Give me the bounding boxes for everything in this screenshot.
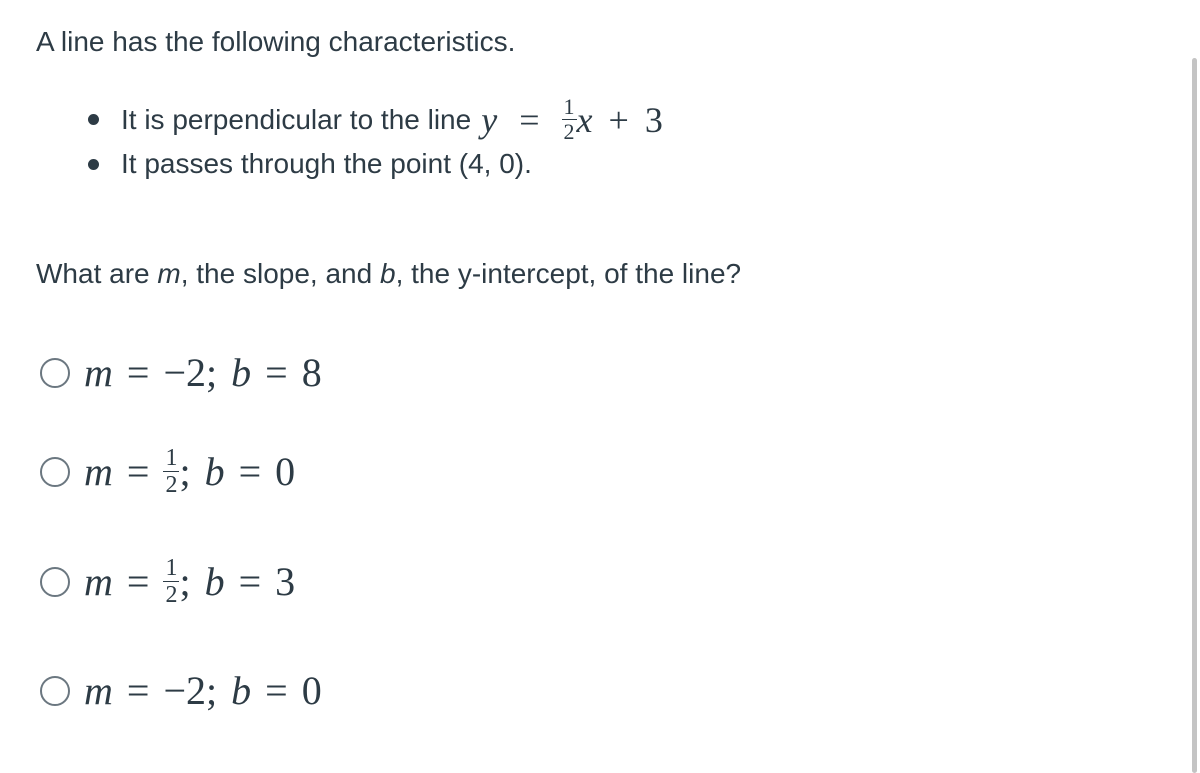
equals-sign: = xyxy=(265,350,288,395)
prompt-text: , the slope, and xyxy=(180,258,380,289)
question-intro: A line has the following characteristics. xyxy=(36,26,516,57)
fraction-denominator: 2 xyxy=(165,582,178,608)
equals-sign: = xyxy=(238,449,262,494)
option-expression xyxy=(84,349,322,396)
plus-sign: + xyxy=(608,99,629,140)
fraction-numerator: 1 xyxy=(165,555,178,581)
intercept-value: 0 xyxy=(275,449,296,494)
m-var: m xyxy=(84,559,113,604)
list-item xyxy=(88,148,532,180)
separator: ; xyxy=(179,559,191,604)
bullet-text: It passes through the point (4, 0). xyxy=(121,148,532,179)
slope-value: −2 xyxy=(163,668,207,713)
equals-sign: = xyxy=(126,668,150,713)
m-var: m xyxy=(84,449,113,494)
fraction-denominator: 2 xyxy=(165,472,178,498)
radio-button[interactable] xyxy=(40,676,70,706)
equals-sign: = xyxy=(519,99,540,140)
slope-fraction xyxy=(163,446,179,497)
fraction-numerator: 1 xyxy=(165,445,178,471)
answer-option-4[interactable] xyxy=(40,667,322,714)
b-var: b xyxy=(231,350,252,395)
m-var: m xyxy=(84,668,113,713)
bullet-text: It is perpendicular to the line xyxy=(121,103,472,135)
answer-option-1[interactable] xyxy=(40,349,322,396)
bullet-icon xyxy=(88,159,99,170)
fraction-denominator: 2 xyxy=(563,119,575,144)
answer-option-2[interactable] xyxy=(40,446,295,497)
scrollbar[interactable] xyxy=(1192,58,1197,773)
b-var: b xyxy=(204,449,225,494)
prompt-m-var: m xyxy=(157,258,181,289)
equals-sign: = xyxy=(126,559,150,604)
prompt-b-var: b xyxy=(379,258,396,289)
m-var: m xyxy=(84,350,113,395)
option-expression xyxy=(84,556,295,607)
b-var: b xyxy=(231,668,252,713)
prompt-text: , the y-intercept, of the line? xyxy=(395,258,742,289)
slope-value: −2 xyxy=(163,350,207,395)
separator: ; xyxy=(179,449,191,494)
separator: ; xyxy=(206,350,218,395)
answer-option-3[interactable] xyxy=(40,556,295,607)
equals-sign: = xyxy=(126,449,150,494)
b-var: b xyxy=(204,559,225,604)
option-expression xyxy=(84,446,295,497)
equals-sign: = xyxy=(265,668,288,713)
radio-button[interactable] xyxy=(40,358,70,388)
list-item xyxy=(88,96,663,143)
radio-button[interactable] xyxy=(40,457,70,487)
equals-sign: = xyxy=(126,350,150,395)
intercept-value: 0 xyxy=(301,668,322,713)
prompt-text: What are xyxy=(36,258,158,289)
slope-fraction xyxy=(163,556,179,607)
intercept-value: 8 xyxy=(301,350,322,395)
question-prompt xyxy=(36,256,741,292)
bullet-icon xyxy=(88,114,99,125)
radio-button[interactable] xyxy=(40,567,70,597)
slope-fraction xyxy=(562,96,577,143)
equation-constant: 3 xyxy=(644,99,663,140)
separator: ; xyxy=(206,668,218,713)
equation-lhs: y xyxy=(481,99,498,140)
equals-sign: = xyxy=(238,559,262,604)
intercept-value: 3 xyxy=(275,559,296,604)
option-expression xyxy=(84,667,322,714)
equation-variable: x xyxy=(576,99,593,140)
line-equation xyxy=(481,96,663,143)
fraction-numerator: 1 xyxy=(563,94,575,119)
